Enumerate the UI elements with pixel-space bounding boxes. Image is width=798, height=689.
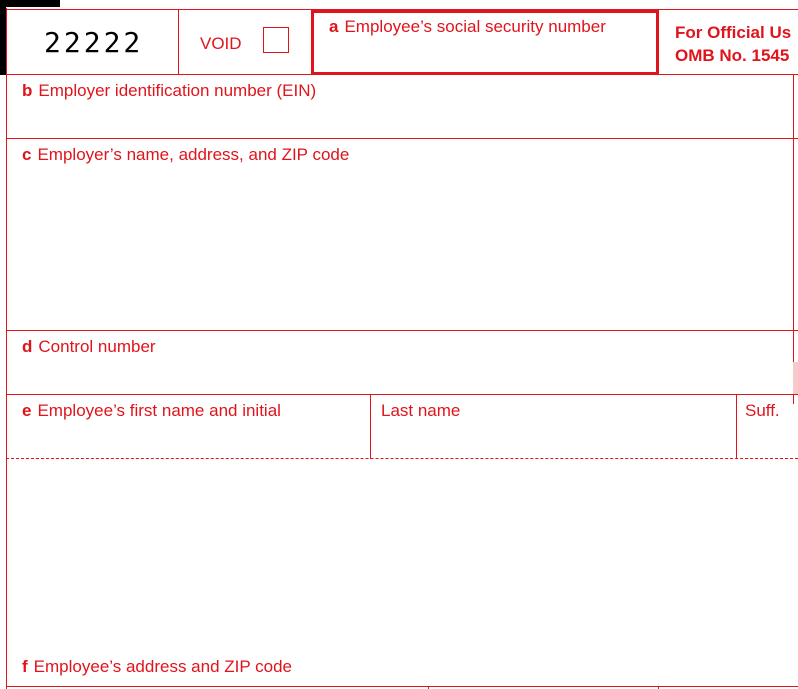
void-label: VOID (200, 34, 242, 53)
box-f-label (22, 657, 292, 677)
box-a-letter: a (329, 17, 339, 36)
box-c-letter: c (22, 145, 32, 164)
box-d-text: Control number (38, 337, 156, 356)
box-b-letter: b (22, 81, 33, 100)
divider-first-last (370, 395, 371, 459)
rule-after-f (6, 686, 798, 687)
rule-after-c (6, 330, 798, 331)
box-a-label (329, 17, 606, 37)
right-column-line (793, 74, 794, 404)
rule-after-top (6, 74, 798, 75)
official-use-line1: For Official Us (675, 23, 792, 42)
rule-after-b (6, 138, 798, 139)
form-code: 22222 (44, 26, 144, 59)
box-f-letter: f (22, 657, 28, 676)
divider-code-void (178, 9, 179, 74)
suffix-label: Suff. (745, 401, 780, 420)
box-e-label (22, 401, 281, 421)
box-a-text: Employee’s social security number (344, 17, 606, 36)
box-b-label (22, 81, 316, 101)
box-f-text: Employee’s address and ZIP code (33, 657, 292, 676)
dashed-rule-e (6, 458, 798, 459)
box-c-label (22, 145, 349, 165)
box-f-employee-address[interactable] (7, 460, 792, 685)
corner-mark (0, 0, 60, 7)
box-c-text: Employer’s name, address, and ZIP code (37, 145, 350, 164)
void-checkbox[interactable] (263, 27, 289, 53)
box-d-letter: d (22, 337, 33, 356)
last-name-label: Last name (381, 401, 461, 420)
rule-after-d (6, 394, 798, 395)
box-e-letter: e (22, 401, 32, 420)
omb-number: OMB No. 1545 (675, 46, 790, 65)
divider-last-suff (736, 395, 737, 459)
box-c-employer-address[interactable] (7, 140, 792, 329)
box-d-label (22, 337, 156, 357)
right-edge-mark (793, 362, 798, 394)
box-b-text: Employer identification number (EIN) (38, 81, 317, 100)
box-e-text: Employee’s first name and initial (37, 401, 281, 420)
